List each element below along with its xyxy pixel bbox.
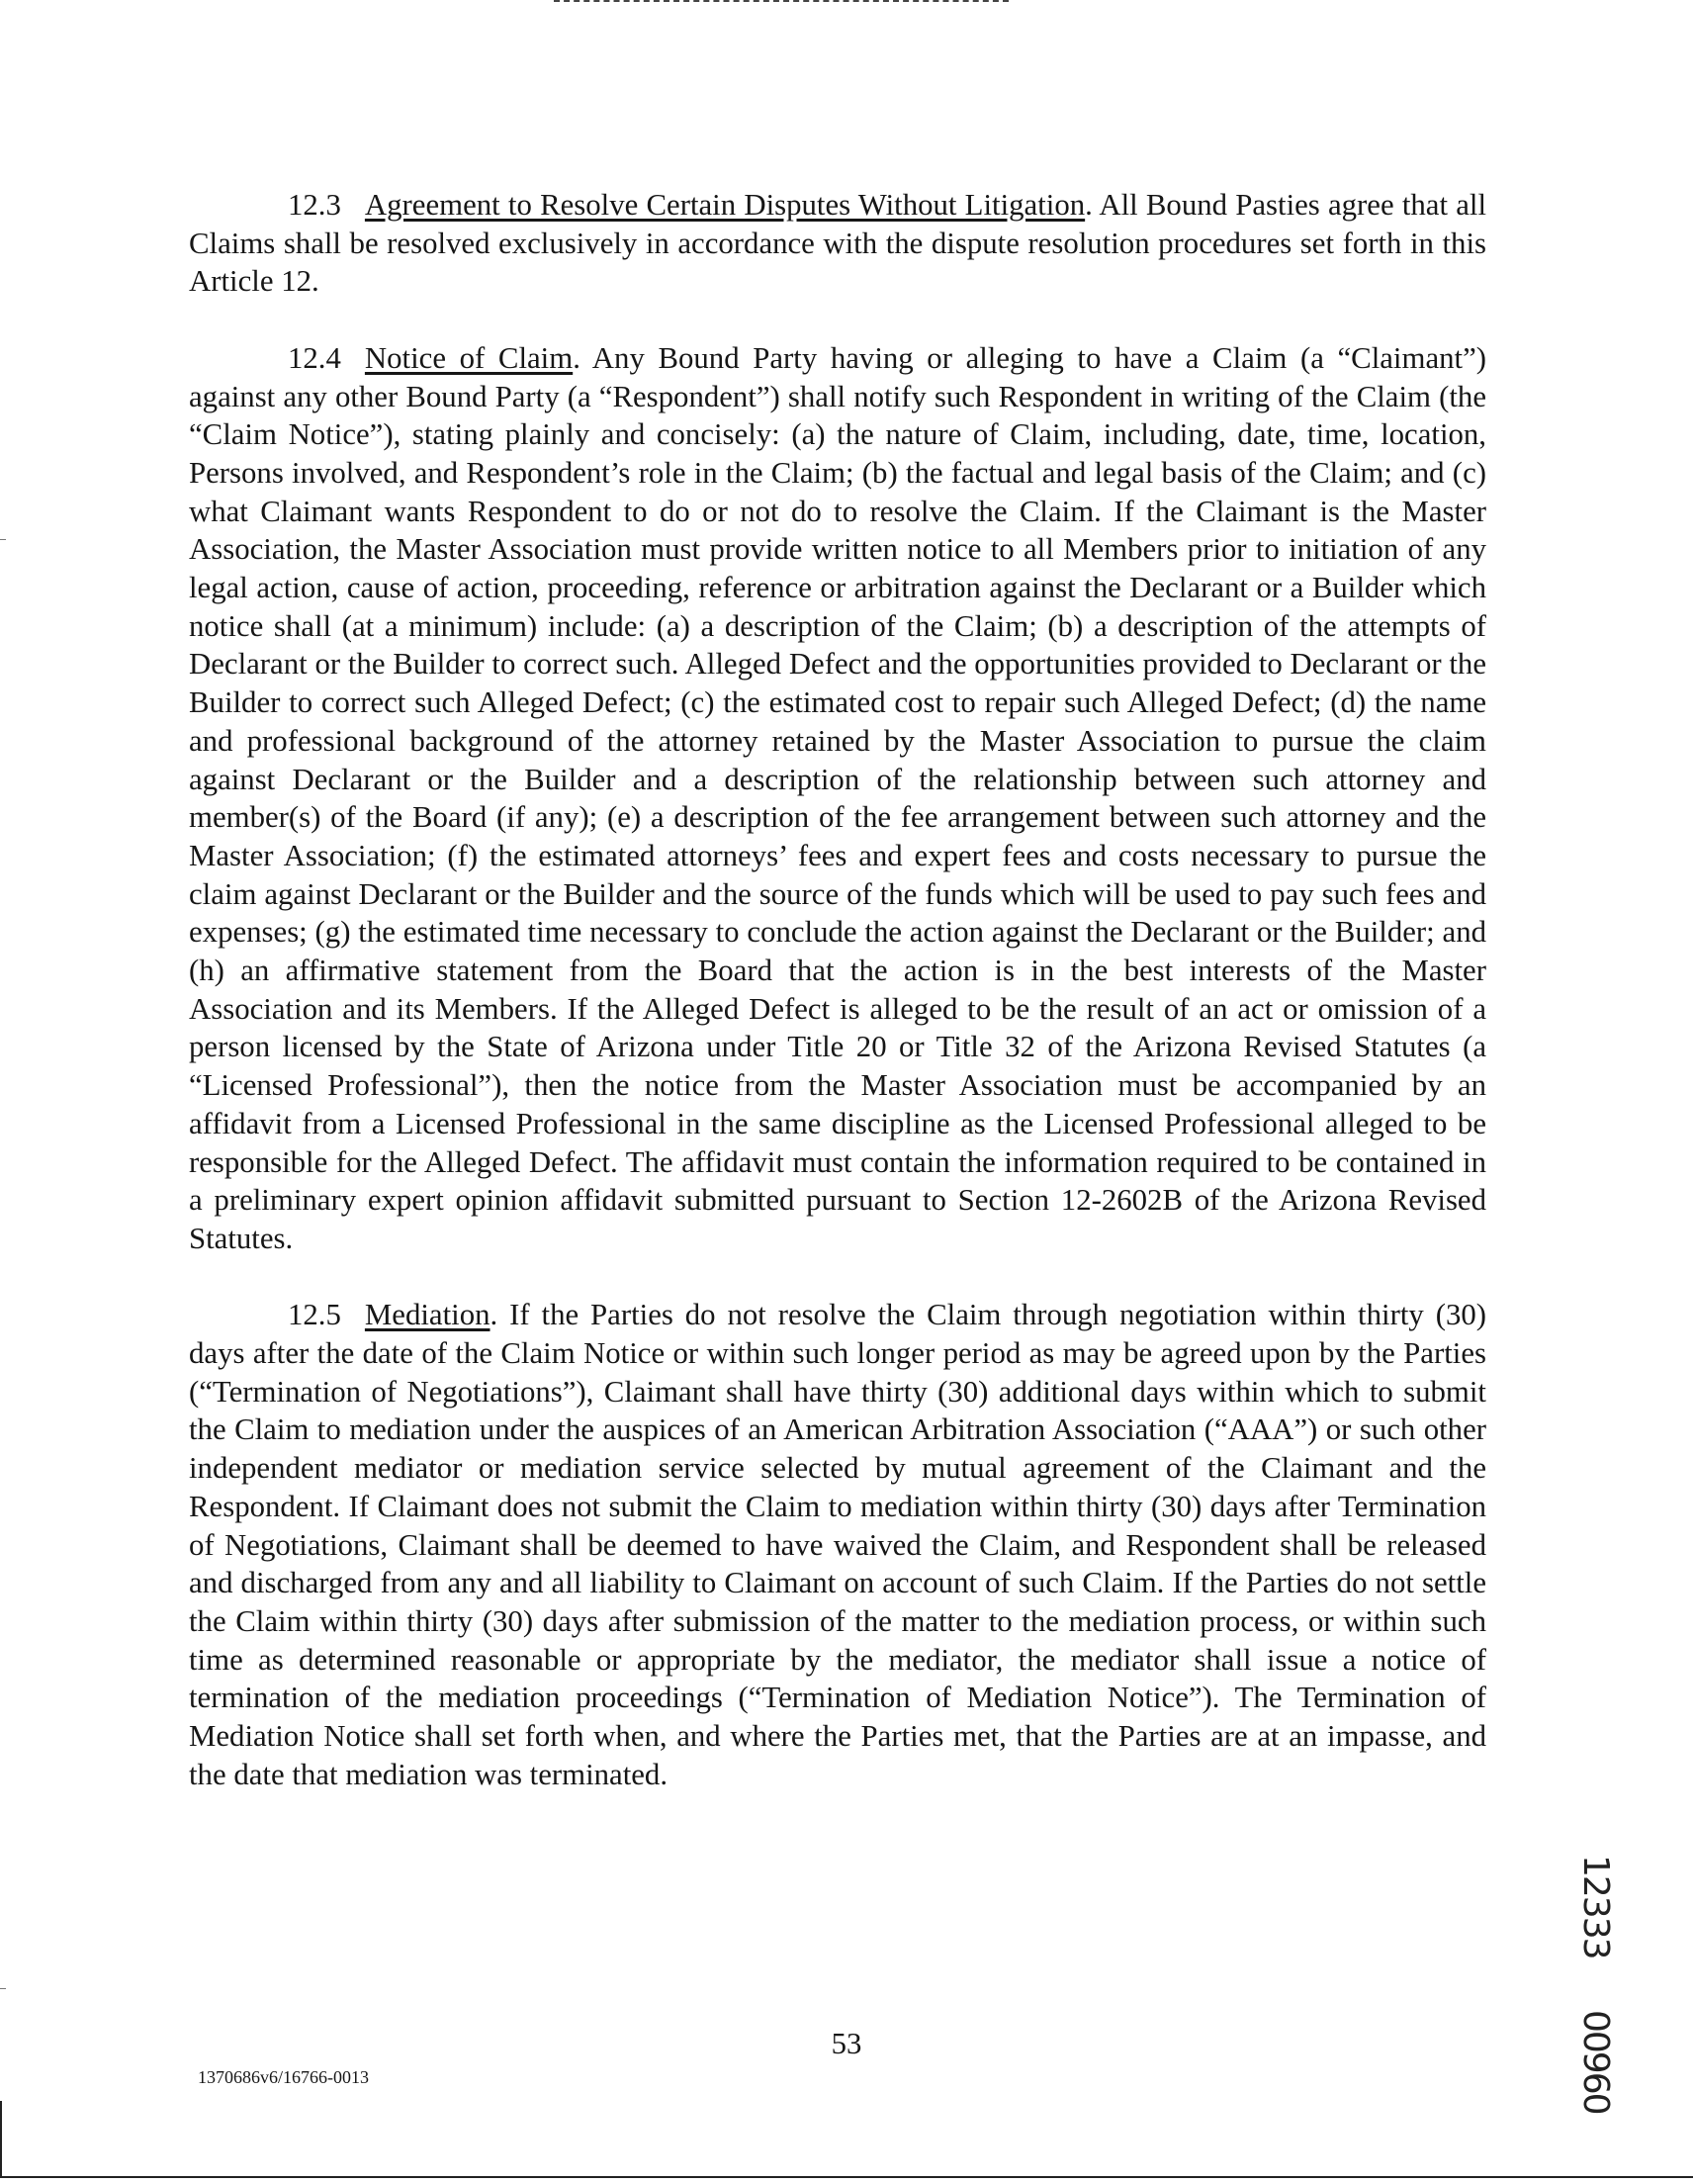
- section-number: 12.3: [288, 188, 341, 222]
- section-heading: Mediation: [364, 1298, 490, 1332]
- section-number: 12.5: [288, 1298, 341, 1332]
- scan-artifact-top: [554, 0, 1009, 6]
- scan-border-bottom: [0, 2176, 1693, 2184]
- section-12-4: [189, 339, 1486, 1258]
- document-id: 1370686v6/16766-0013: [198, 2067, 369, 2087]
- section-heading: Notice of Claim: [364, 340, 574, 375]
- section-number: 12.4: [288, 340, 341, 375]
- section-heading: Agreement to Resolve Certain Disputes Without Litigation: [364, 188, 1086, 222]
- section-12-5: [189, 1296, 1486, 1793]
- bates-number-part1: 12333: [1575, 1855, 1616, 1958]
- bates-number-part2: 00960: [1575, 2010, 1616, 2114]
- scan-tick-mark: [0, 1988, 6, 1989]
- body-text: [189, 186, 1486, 1832]
- section-text: . Any Bound Party having or alleging to have a Claim (a “Claimant”) against any other Bound Party (a “Respondent”) shall notify such Respondent in writing of the Claim (the “Claim Notice”), stating plainly and concisely: (a) the nature of Claim, including, date, time, location, Persons involved, and Respondent’s role in the Claim; (b) the factual and legal basis of the Claim; and (c) what Claimant wants Respondent to do or not do to resolve the Claim. If the Claimant is the Master Association, the Master Association must provide written notice to all Members prior to initiation of any legal action, cause of action, proceeding, reference or arbitration against the Declarant or a Builder which notice shall (at a minimum) include: (a) a description of the Claim; (b) a description of the attempts of Declarant or the Builder to correct such. Alleged Defect and the opportunities provided to Declarant or the Builder to correct such Alleged Defect; (c) the estimated cost to repair such Alleged Defect; (d) the name and professional background of the attorney retained by the Master Association to pursue the claim against Declarant or the Builder and a description of the relationship between such attorney and member(s) of the Board (if any); (e) a description of the fee arrangement between such attorney and the Master Association; (f) the estimated attorneys’ fees and expert fees and costs necessary to pursue the claim against Declarant or the Builder and the source of the funds which will be used to pay such fees and expenses; (g) the estimated time necessary to conclude the action against the Declarant or the Builder; and (h) an affirmative statement from the Board that the action is in the best interests of the Master Association and its Members. If the Alleged Defect is alleged to be the result of an act or omission of a person licensed by the State of Arizona under Title 20 or Title 32 of the Arizona Revised Statutes (a “Licensed Professional”), then the notice from the Master Association must be accompanied by an affidavit from a Licensed Professional in the same discipline as the Licensed Professional alleged to be responsible for the Alleged Defect. The affidavit must contain the information required to be contained in a preliminary expert opinion affidavit submitted pursuant to Section 12-2602B of the Arizona Revised Statutes.: [189, 340, 1486, 1255]
- section-text: . All Bound Pasties agree that all Claims shall be resolved exclusively in accordance with the dispute resolution procedures set forth in this Article 12.: [189, 188, 1487, 299]
- section-text: . If the Parties do not resolve the Claim through negotiation within thirty (30) days after the date of the Claim Notice or within such longer period as may be agreed upon by the Parties (“Termination of Negotiations”), Claimant shall have thirty (30) additional days within which to submit the Claim to mediation under the auspices of an American Arbitration Association (“AAA”) or such other independent mediator or mediation service selected by mutual agreement of the Claimant and the Respondent. If Claimant does not submit the Claim to mediation within thirty (30) days after Termination of Negotiations, Claimant shall be deemed to have waived the Claim, and Respondent shall be released and discharged from any and all liability to Claimant on account of such Claim. If the Parties do not settle the Claim within thirty (30) days after submission of the matter to the mediation process, or within such time as determined reasonable or appropriate by the mediator, the mediator shall issue a notice of termination of the mediation proceedings (“Termination of Mediation Notice”). The Termination of Mediation Notice shall set forth when, and where the Parties met, that the Parties are at an impasse, and the date that mediation was terminated.: [189, 1298, 1486, 1791]
- page-number: 53: [831, 2027, 862, 2060]
- scan-tick-mark: [0, 539, 6, 540]
- section-12-3: [189, 186, 1486, 301]
